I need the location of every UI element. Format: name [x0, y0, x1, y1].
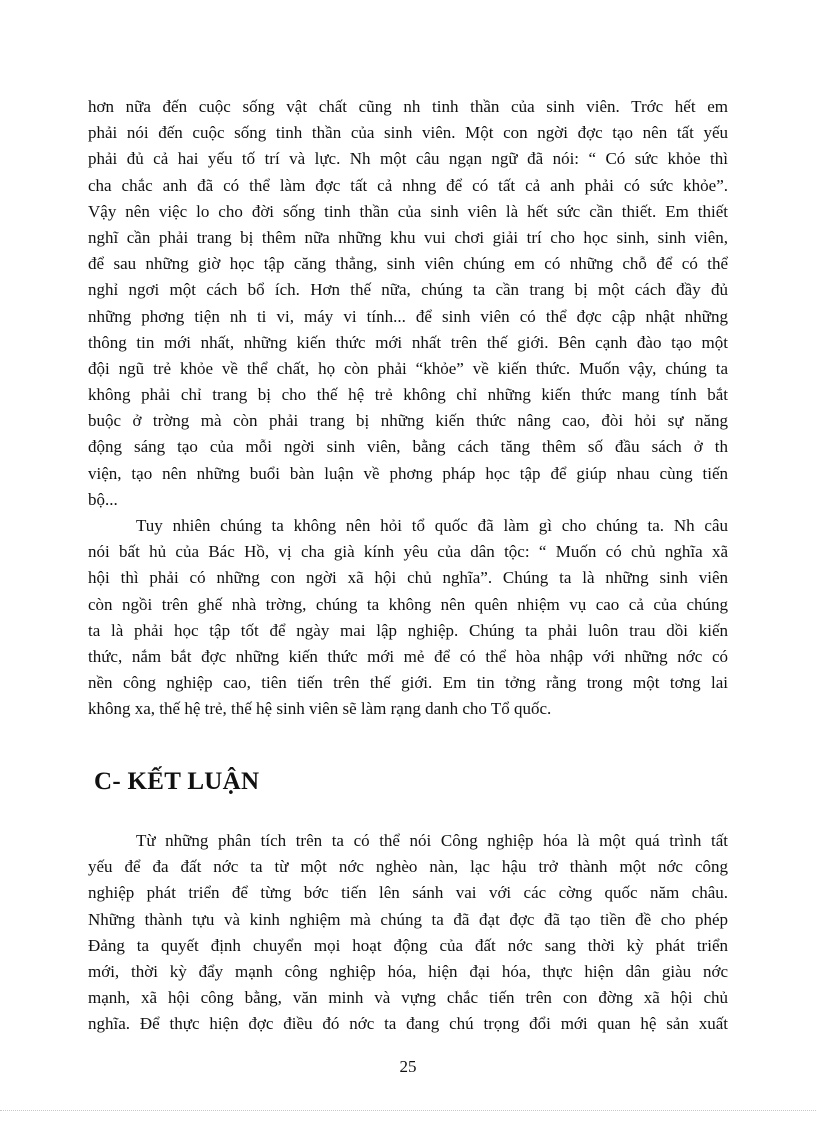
text-line: buộc ở trờng mà còn phải trang bị những kiến thức nâng cao, đòi hỏi sự năng: [88, 411, 728, 431]
text-line: thức, nắm bắt đợc những kiến thức mới mẻ để có thể hòa nhập với những nớc có: [88, 646, 728, 666]
text-line: hơn nữa đến cuộc sống vật chất cũng nh tinh thần của sinh viên. Trớc hết em: [88, 97, 728, 116]
text-line: không xa, thế hệ trẻ, thế hệ sinh viên sẽ làm rạng danh cho Tổ quốc.: [88, 699, 552, 719]
text-line: Những thành tựu và kinh nghiệm mà chúng ta đã đạt đợc đã tạo tiền đề cho phép: [88, 909, 728, 929]
text-line: nghĩa. Để thực hiện đợc điều đó nớc ta đang chú trọng đổi mới quan hệ sản xuất: [88, 1014, 728, 1034]
text-line: Đảng ta quyết định chuyển mọi hoạt động của đất nớc sang thời kỳ phát triển: [88, 935, 728, 955]
body-text-upper: [88, 94, 728, 723]
text-line: nói bất hủ của Bác Hồ, vị cha già kính yêu của dân tộc: “ Muốn có chủ nghĩa xã: [88, 542, 728, 562]
text-line: viện, tạo nên những buổi bàn luận về phơng pháp học tập để giúp nhau cùng tiến: [88, 463, 728, 483]
text-line: để sau những giờ học tập căng thẳng, sinh viên chúng em có những chỗ để có thể: [88, 254, 728, 274]
section-heading: C- KẾT LUẬN: [94, 768, 260, 795]
text-line: Vậy nên việc lo cho đời sống tinh thần của sinh viên là hết sức cần thiết. Em thiết: [88, 201, 728, 221]
text-line: những phơng tiện nh ti vi, máy vi tính... để sinh viên có thể đợc cập nhật những: [88, 306, 728, 326]
page-bottom-divider: [0, 1110, 816, 1111]
text-line: nghỉ ngơi một cách bổ ích. Hơn thế nữa, chúng ta cần trang bị một cách đầy đủ: [88, 280, 728, 300]
text-line: không phải chỉ trang bị cho thế hệ trẻ không chỉ những kiến thức mang tính bắt: [88, 385, 728, 405]
text-line: Từ những phân tích trên ta có thể nói Công nghiệp hóa là một quá trình tất: [136, 831, 728, 850]
page-number: 25: [399, 1057, 417, 1076]
body-text-conclusion: [88, 828, 728, 1038]
text-line: nghiệp phát triển để từng bớc tiến lên sánh vai với các cờng quốc năm châu.: [88, 883, 728, 903]
text-line: động sáng tạo của mỗi ngời sinh viên, bằng cách tăng thêm số đầu sách ở th: [88, 437, 728, 457]
text-line: còn ngồi trên ghế nhà trờng, chúng ta không nên quên nhiệm vụ cao cả của chúng: [88, 594, 728, 614]
text-line: hội thì phải có những con ngời xã hội chủ nghĩa”. Chúng ta là những sinh viên: [88, 568, 728, 588]
text-line: nghĩ cần phải trang bị thêm nữa những khu vui chơi giải trí cho học sinh, sinh viên,: [88, 227, 728, 247]
text-line: mạnh, xã hội công bằng, văn minh và vựng chắc tiến trên con đờng xã hội chủ: [88, 988, 728, 1008]
text-line: phải nói đến cuộc sống tinh thần của sinh viên. Một con ngời đợc tạo nên tất yếu: [88, 123, 728, 143]
text-line: mới, thời kỳ đẩy mạnh công nghiệp hóa, hiện đại hóa, thực hiện dân giàu nớc: [88, 961, 728, 981]
text-line: bộ...: [88, 489, 118, 509]
text-line: yếu để đa đất nớc ta từ một nớc nghèo nàn, lạc hậu trở thành một nớc công: [88, 857, 728, 877]
text-line: cha chắc anh đã có thể làm đợc tất cả nhng để có tất cả anh phải có sức khỏe”.: [88, 175, 728, 195]
text-line: thông tin mới nhất, những kiến thức mới nhất trên thế giới. Bên cạnh đào tạo một: [88, 332, 728, 352]
text-line: đội ngũ trẻ khỏe về thể chất, họ còn phải “khỏe” về kiến thức. Muốn vậy, chúng ta: [88, 358, 728, 378]
text-line: Tuy nhiên chúng ta không nên hỏi tổ quốc đã làm gì cho chúng ta. Nh câu: [136, 516, 728, 535]
text-line: ta là phải học tập tốt để ngày mai lập nghiệp. Chúng ta phải luôn trau dồi kiến: [88, 620, 728, 640]
text-line: phải đủ cả hai yếu tố trí và lực. Nh một câu ngạn ngữ đã nói: “ Có sức khỏe thì: [88, 149, 728, 169]
text-line: nền công nghiệp cao, tiên tiến trên thế giới. Em tin tởng rằng trong một tơng lai: [88, 673, 728, 693]
